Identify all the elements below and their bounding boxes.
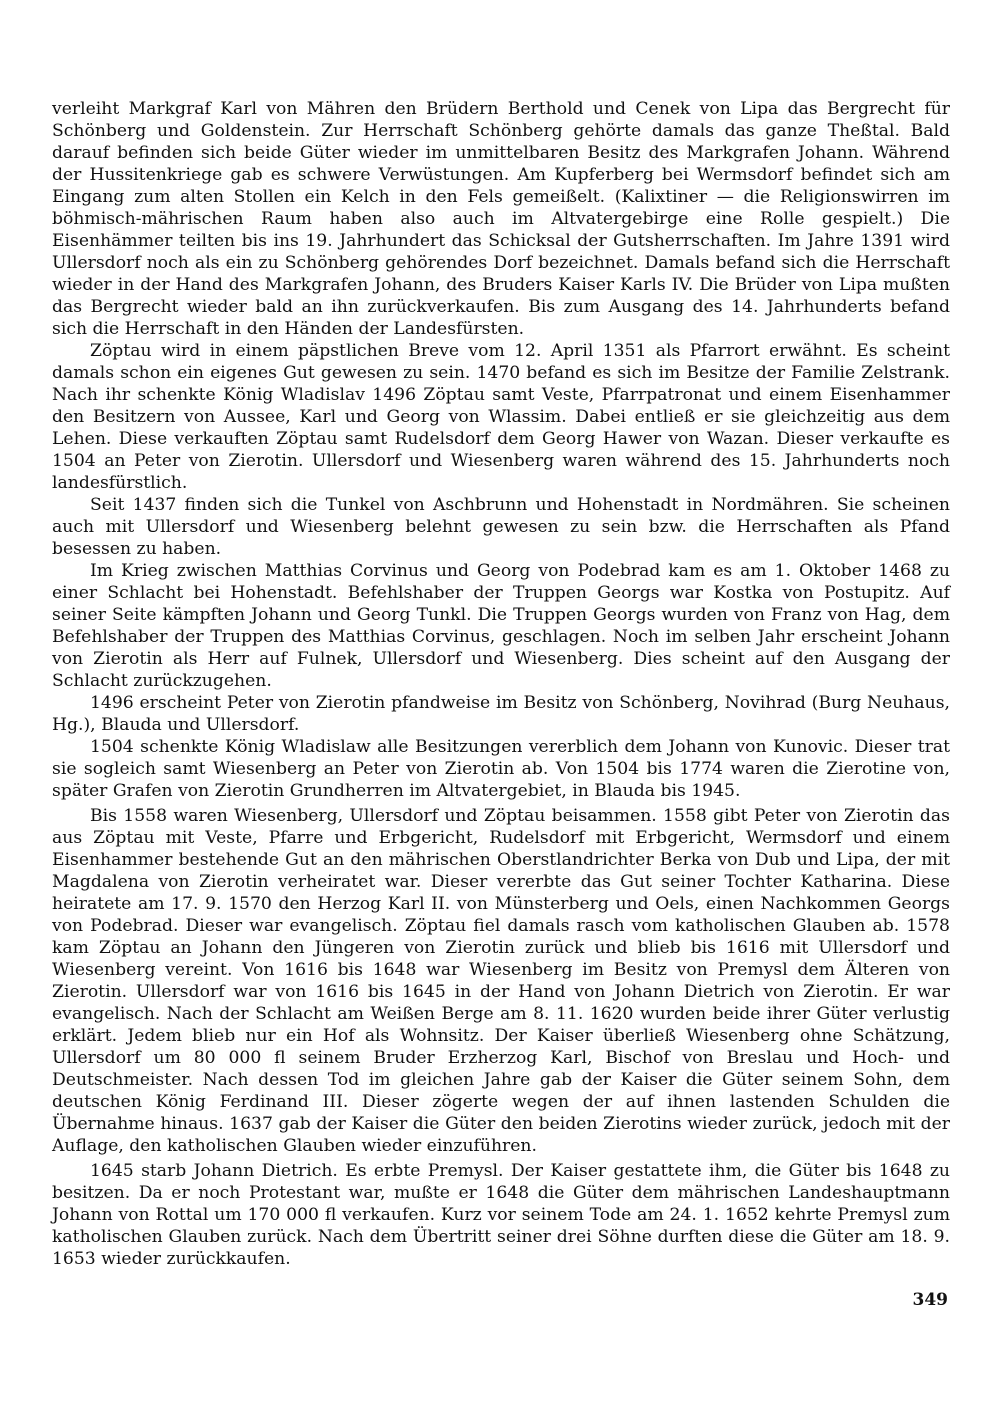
paragraph-6: 1504 schenkte König Wladislaw alle Besitzungen vererblich dem Johann von Kunovic. Dieser trat sie sogleich samt Wiesenberg an Peter von Zierotin ab. Von 1504 bis 1774 waren die Zierotine von, später Grafen von Zierotin Grundherren im Altvatergebiet, in Blauda bis 1945.: [52, 737, 950, 801]
paragraph-5: 1496 erscheint Peter von Zierotin pfandweise im Besitz von Schönberg, Novihrad (Burg Neuhaus, Hg.), Blauda und Ullersdorf.: [52, 693, 950, 735]
paragraph-1: verleiht Markgraf Karl von Mähren den Brüdern Berthold und Cenek von Lipa das Bergrecht für Schönberg und Goldenstein. Zur Herrschaft Schönberg gehörte damals das ganze Theßtal. Bald darauf befinden sich beide Güter wieder im unmittelbaren Besitz des Markgrafen Johann. Während der Hussitenkriege gab es schwere Verwüstungen. Am Kupferberg bei Wermsdorf befindet sich am Eingang zum alten Stollen ein Kelch in den Fels gemeißelt. (Kalixtiner — die Religionswirren im böhmisch-mährischen Raum haben also auch im Altvatergebirge eine Rolle gespielt.) Die Eisenhämmer teilten bis ins 19. Jahrhundert das Schicksal der Gutsherrschaften. Im Jahre 1391 wird Ullersdorf noch als ein zu Schönberg gehörendes Dorf bezeichnet. Damals befand sich die Herrschaft wieder in der Hand des Markgrafen Johann, des Bruders Kaiser Karls IV. Die Brüder von Lipa mußten das Bergrecht wieder bald an ihn zurückverkaufen. Bis zum Ausgang des 14. Jahrhunderts befand sich die Herrschaft in den Händen der Landesfürsten.: [52, 99, 950, 339]
paragraph-4: Im Krieg zwischen Matthias Corvinus und Georg von Podebrad kam es am 1. Oktober 1468 zu einer Schlacht bei Hohenstadt. Befehlshaber der Truppen Georgs war Kostka von Postupitz. Auf seiner Seite kämpften Johann und Georg Tunkl. Die Truppen Georgs wurden von Franz von Hag, dem Befehlshaber der Truppen des Matthias Corvinus, geschlagen. Noch im selben Jahr erscheint Johann von Zierotin als Herr auf Fulnek, Ullersdorf und Wiesenberg. Dies scheint auf den Ausgang der Schlacht zurückzugehen.: [52, 561, 950, 691]
page-text-column: [52, 98, 950, 1270]
paragraph-2: Zöptau wird in einem päpstlichen Breve vom 12. April 1351 als Pfarrort erwähnt. Es scheint damals schon ein eigenes Gut gewesen zu sein. 1470 befand es sich im Besitze der Familie Zelstrank. Nach ihr schenkte König Wladislav 1496 Zöptau samt Veste, Pfarrpatronat und einem Eisenhammer den Besitzern von Aussee, Karl und Georg von Wlassim. Dabei entließ er sie gleichzeitig aus dem Lehen. Diese verkauften Zöptau samt Rudelsdorf dem Georg Hawer von Wazan. Dieser verkaufte es 1504 an Peter von Zierotin. Ullersdorf und Wiesenberg waren während des 15. Jahrhunderts noch landesfürstlich.: [52, 341, 950, 493]
paragraph-3: Seit 1437 finden sich die Tunkel von Aschbrunn und Hohenstadt in Nordmähren. Sie scheinen auch mit Ullersdorf und Wiesenberg belehnt gewesen zu sein bzw. die Herrschaften als Pfand besessen zu haben.: [52, 495, 950, 559]
page-number: 349: [912, 1290, 948, 1310]
paragraph-8: 1645 starb Johann Dietrich. Es erbte Premysl. Der Kaiser gestattete ihm, die Güter bis 1648 zu besitzen. Da er noch Protestant war, mußte er 1648 die Güter dem mährischen Landeshauptmann Johann von Rottal um 170 000 fl verkaufen. Kurz vor seinem Tode am 24. 1. 1652 kehrte Premysl zum katholischen Glauben zurück. Nach dem Übertritt seiner drei Söhne durften diese die Güter am 18. 9. 1653 wieder zurückkaufen.: [52, 1161, 950, 1269]
paragraph-7: Bis 1558 waren Wiesenberg, Ullersdorf und Zöptau beisammen. 1558 gibt Peter von Zierotin das aus Zöptau mit Veste, Pfarre und Erbgericht, Rudelsdorf mit Erbgericht, Wermsdorf und einem Eisenhammer bestehende Gut an den mährischen Oberstlandrichter Berka von Dub und Lipa, der mit Magdalena von Zierotin verheiratet war. Dieser vererbte das Gut seiner Tochter Katharina. Diese heiratete am 17. 9. 1570 den Herzog Karl II. von Münsterberg und Oels, einen Nachkommen Georgs von Podebrad. Dieser war evangelisch. Zöptau fiel damals rasch vom katholischen Glauben ab. 1578 kam Zöptau an Johann den Jüngeren von Zierotin zurück und blieb bis 1616 mit Ullersdorf und Wiesenberg vereint. Von 1616 bis 1648 war Wiesenberg im Besitz von Premysl dem Älteren von Zierotin. Ullersdorf war von 1616 bis 1645 in der Hand von Johann Dietrich von Zierotin. Er war evangelisch. Nach der Schlacht am Weißen Berge am 8. 11. 1620 wurden beide ihrer Güter verlustig erklärt. Jedem blieb nur ein Hof als Wohnsitz. Der Kaiser überließ Wiesenberg ohne Schätzung, Ullersdorf um 80 000 fl seinem Bruder Erzherzog Karl, Bischof von Breslau und Hoch- und Deutschmeister. Nach dessen Tod im gleichen Jahre gab der Kaiser die Güter seinem Sohn, dem deutschen König Ferdinand III. Dieser zögerte wegen der auf ihnen lastenden Schulden die Übernahme hinaus. 1637 gab der Kaiser die Güter den beiden Zierotins wieder zurück, jedoch mit der Auflage, den katholischen Glauben wieder einzuführen.: [52, 806, 950, 1156]
